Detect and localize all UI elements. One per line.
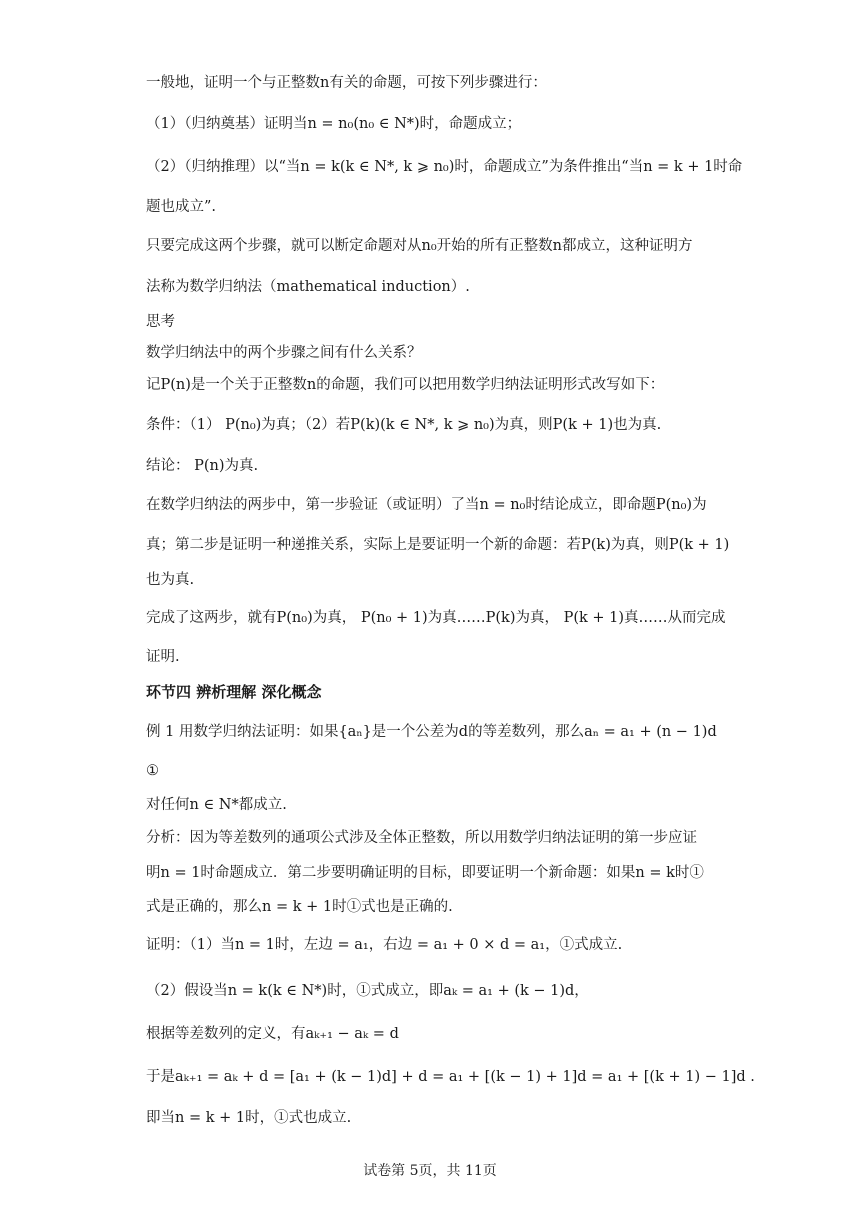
text-line: （2）假设当n = k(k ∈ N*)时，①式成立，即aₖ = a₁ + (k − 1)d，	[146, 983, 589, 999]
text-line: 条件：（1） P(n₀)为真；（2）若P(k)(k ∈ N*, k ⩾ n₀)为真，则P(k + 1)也为真.	[146, 417, 662, 433]
text-line: （1）（归纳奠基）证明当n = n₀(n₀ ∈ N*)时，命题成立；	[146, 116, 522, 132]
text-line: 结论： P(n)为真.	[146, 458, 259, 474]
section-heading: 环节四 辨析理解 深化概念	[146, 683, 322, 701]
text-line: 证明.	[146, 649, 180, 665]
text-line: 思考	[146, 314, 175, 330]
text-line: 只要完成这两个步骤，就可以断定命题对从n₀开始的所有正整数n都成立，这种证明方	[146, 238, 693, 254]
text-line: ①	[146, 763, 159, 779]
text-line: 真；第二步是证明一种递推关系，实际上是要证明一个新的命题：若P(k)为真，则P(k + 1)	[146, 537, 730, 553]
text-line: （2）（归纳推理）以“当n = k(k ∈ N*, k ⩾ n₀)时，命题成立”为条件推出“当n = k + 1时命	[146, 159, 743, 175]
text-line: 在数学归纳法的两步中，第一步验证（或证明）了当n = n₀时结论成立，即命题P(n₀)为	[146, 497, 707, 513]
text-line: 根据等差数列的定义，有aₖ₊₁ − aₖ = d	[146, 1026, 399, 1042]
text-line: 题也成立”.	[146, 199, 217, 215]
text-line: 一般地，证明一个与正整数n有关的命题，可按下列步骤进行：	[146, 75, 547, 91]
text-line: 法称为数学归纳法（mathematical induction）.	[146, 279, 470, 295]
text-line: 证明：（1）当n = 1时，左边 = a₁，右边 = a₁ + 0 × d = a₁，①式成立.	[146, 937, 623, 953]
text-line: 记P(n)是一个关于正整数n的命题，我们可以把用数学归纳法证明形式改写如下：	[146, 377, 665, 393]
text-line: 式是正确的，那么n = k + 1时①式也是正确的.	[146, 899, 453, 915]
text-line: 明n = 1时命题成立．第二步要明确证明的目标，即要证明一个新命题：如果n = k时①	[146, 865, 704, 881]
text-line: 也为真.	[146, 572, 195, 588]
text-line: 例 1 用数学归纳法证明：如果{aₙ}是一个公差为d的等差数列，那么aₙ = a₁ + (n − 1)d	[146, 724, 717, 740]
text-line: 于是aₖ₊₁ = aₖ + d = [a₁ + (k − 1)d] + d = a₁ + [(k − 1) + 1]d = a₁ + [(k + 1) − 1]d .	[146, 1069, 755, 1085]
text-line: 数学归纳法中的两个步骤之间有什么关系？	[146, 345, 422, 361]
text-line: 完成了这两步，就有P(n₀)为真， P(n₀ + 1)为真……P(k)为真， P(k + 1)真……从而完成	[146, 610, 726, 626]
text-line: 分析：因为等差数列的通项公式涉及全体正整数，所以用数学归纳法证明的第一步应证	[146, 830, 697, 846]
page-footer: 试卷第 5页，共 11页	[363, 1163, 497, 1179]
text-line: 对任何n ∈ N*都成立.	[146, 797, 287, 813]
text-line: 即当n = k + 1时，①式也成立.	[146, 1110, 352, 1126]
